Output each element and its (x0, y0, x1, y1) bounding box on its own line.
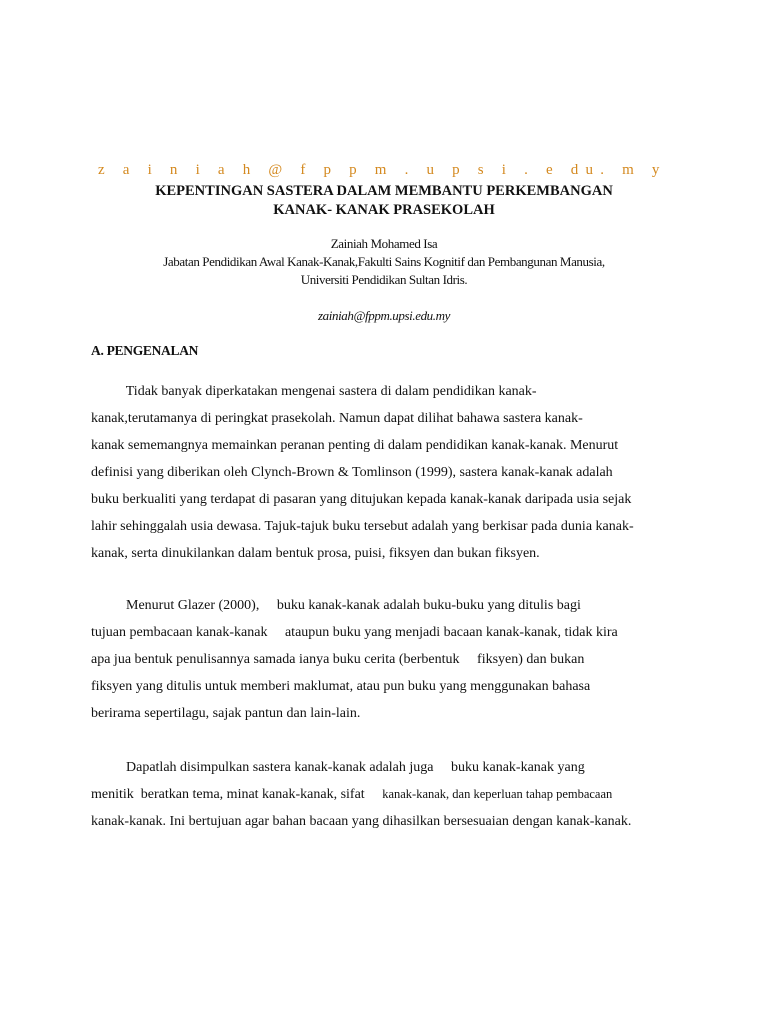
title-line-2: KANAK- KANAK PRASEKOLAH (273, 202, 495, 218)
paragraph-line: Dapatlah disimpulkan sastera kanak-kanak adalah juga buku kanak-kanak yang (91, 760, 585, 775)
author-email: zainiah@fppm.upsi.edu.my (318, 308, 450, 323)
paragraph-line: apa jua bentuk penulisannya samada ianya buku cerita (berbentuk fiksyen) dan bukan (91, 652, 585, 667)
paragraph-line: kanak-kanak. Ini bertujuan agar bahan bacaan yang dihasilkan bersesuaian dengan kanak-kanak. (91, 814, 632, 829)
paragraph-line: Menurut Glazer (2000), buku kanak-kanak adalah buku-buku yang ditulis bagi (91, 598, 581, 613)
paragraph-line: Tidak banyak diperkatakan mengenai sastera di dalam pendidikan kanak- (91, 384, 537, 399)
paragraph-line: kanak,terutamanya di peringkat prasekolah. Namun dapat dilihat bahawa sastera kanak- (91, 411, 583, 426)
document-title (0, 182, 768, 220)
paragraph-line: kanak, serta dinukilankan dalam bentuk prosa, puisi, fiksyen dan bukan fiksyen. (91, 546, 540, 561)
paragraph-2 (91, 592, 691, 727)
paragraph-line: berirama sepertilagu, sajak pantun dan lain-lain. (91, 706, 361, 721)
title-line-1: KEPENTINGAN SASTERA DALAM MEMBANTU PERKEMBANGAN (155, 183, 613, 199)
paragraph-line: kanak sememangnya memainkan peranan penting di dalam pendidikan kanak-kanak. Menurut (91, 438, 619, 453)
header-email: z a i n i a h @ f p p m . u p s i . e du. m y (98, 162, 667, 178)
paragraph-line: buku berkualiti yang terdapat di pasaran yang ditujukan kepada kanak-kanak daripada usia sejak (91, 492, 632, 507)
paragraph-line: fiksyen yang ditulis untuk memberi maklumat, atau pun buku yang menggunakan bahasa (91, 679, 591, 694)
paragraph-3 (91, 754, 691, 835)
author-department: Jabatan Pendidikan Awal Kanak-Kanak,Fakulti Sains Kognitif dan Pembangunan Manusia, (163, 254, 605, 269)
paragraph-line-small-part: kanak-kanak, dan keperluan tahap pembacaan (382, 787, 613, 801)
paragraph-line (91, 781, 691, 808)
author-name: Zainiah Mohamed Isa (330, 236, 438, 251)
paragraph-line: lahir sehinggalah usia dewasa. Tajuk-tajuk buku tersebut adalah yang berkisar pada dunia kanak- (91, 519, 634, 534)
paragraph-1 (91, 378, 691, 567)
paragraph-line-part: menitik beratkan tema, minat kanak-kanak, sifat (91, 787, 383, 802)
author-university: Universiti Pendidikan Sultan Idris. (300, 272, 468, 287)
paragraph-line: tujuan pembacaan kanak-kanak ataupun buku yang menjadi bacaan kanak-kanak, tidak kira (91, 625, 618, 640)
section-heading: A. PENGENALAN (91, 343, 199, 358)
paragraph-line: definisi yang diberikan oleh Clynch-Brown & Tomlinson (1999), sastera kanak-kanak adalah (91, 465, 613, 480)
